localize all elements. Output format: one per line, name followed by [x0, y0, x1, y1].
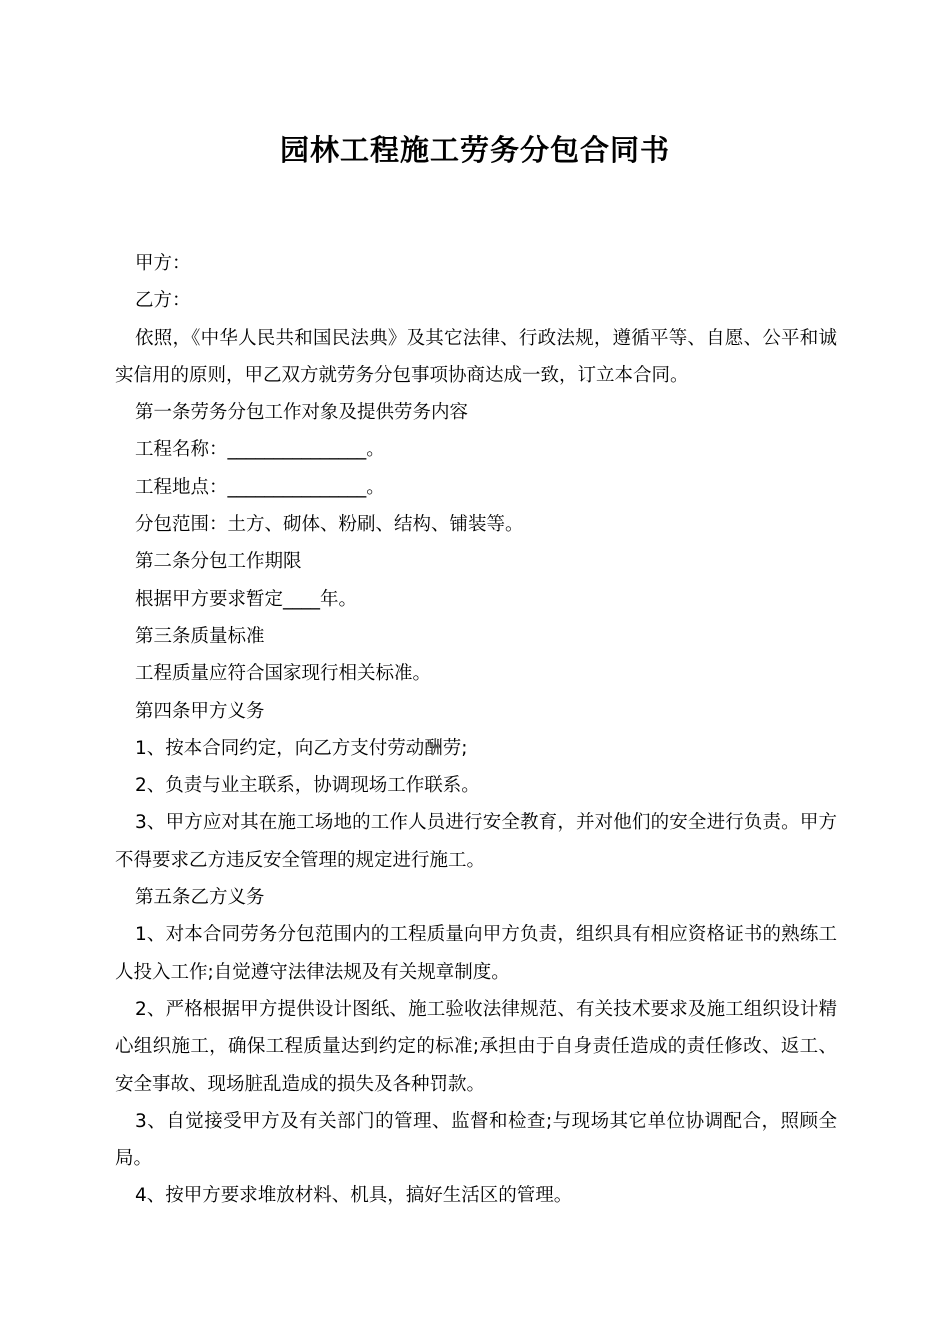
quality-standard-line: 工程质量应符合国家现行相关标准。	[135, 663, 432, 685]
party-b-duty-4: 4、按甲方要求堆放材料、机具，搞好生活区的管理。	[135, 1185, 573, 1207]
project-location-line: 工程地点：_______________。	[135, 476, 385, 498]
article-5-heading: 第五条乙方义务	[135, 887, 265, 909]
party-b-duty-2: 2、严格根据甲方提供设计图纸、施工验收法律规范、有关技术要求及施工组织设计精心组织施工，确保工程质量达到约定的标准;承担由于自身责任造成的责任修改、返工、安全事故、现场脏乱造成的损失及各种罚款。	[115, 998, 837, 1095]
article-4-heading: 第四条甲方义务	[135, 700, 265, 722]
preamble-paragraph: 依照，《中华人民共和国民法典》及其它法律、行政法规，遵循平等、自愿、公平和诚实信用的原则，甲乙双方就劳务分包事项协商达成一致，订立本合同。	[115, 327, 837, 386]
party-a-duty-1: 1、按本合同约定，向乙方支付劳动酬劳;	[135, 737, 468, 759]
article-1-heading: 第一条劳务分包工作对象及提供劳务内容	[135, 402, 469, 424]
work-period-line: 根据甲方要求暂定____年。	[135, 588, 358, 610]
party-a-duty-3: 3、甲方应对其在施工场地的工作人员进行安全教育，并对他们的安全进行负责。甲方不得要求乙方违反安全管理的规定进行施工。	[115, 812, 837, 871]
subcontract-scope-line: 分包范围：土方、砌体、粉刷、结构、铺装等。	[135, 514, 524, 536]
party-a-line: 甲方：	[135, 253, 191, 274]
article-2-heading: 第二条分包工作期限	[135, 551, 302, 573]
party-b-line: 乙方：	[135, 290, 191, 312]
document-body	[115, 245, 837, 1215]
document-title: 园林工程施工劳务分包合同书	[279, 133, 670, 167]
party-b-duty-3: 3、自觉接受甲方及有关部门的管理、监督和检查;与现场其它单位协调配合，照顾全局。	[115, 1110, 837, 1170]
article-3-heading: 第三条质量标准	[135, 625, 265, 647]
party-b-duty-1: 1、对本合同劳务分包范围内的工程质量向甲方负责，组织具有相应资格证书的熟练工人投入工作;自觉遵守法律法规及有关规章制度。	[115, 924, 837, 983]
party-a-duty-2: 2、负责与业主联系，协调现场工作联系。	[135, 775, 480, 797]
project-name-line: 工程名称：_______________。	[135, 439, 385, 461]
